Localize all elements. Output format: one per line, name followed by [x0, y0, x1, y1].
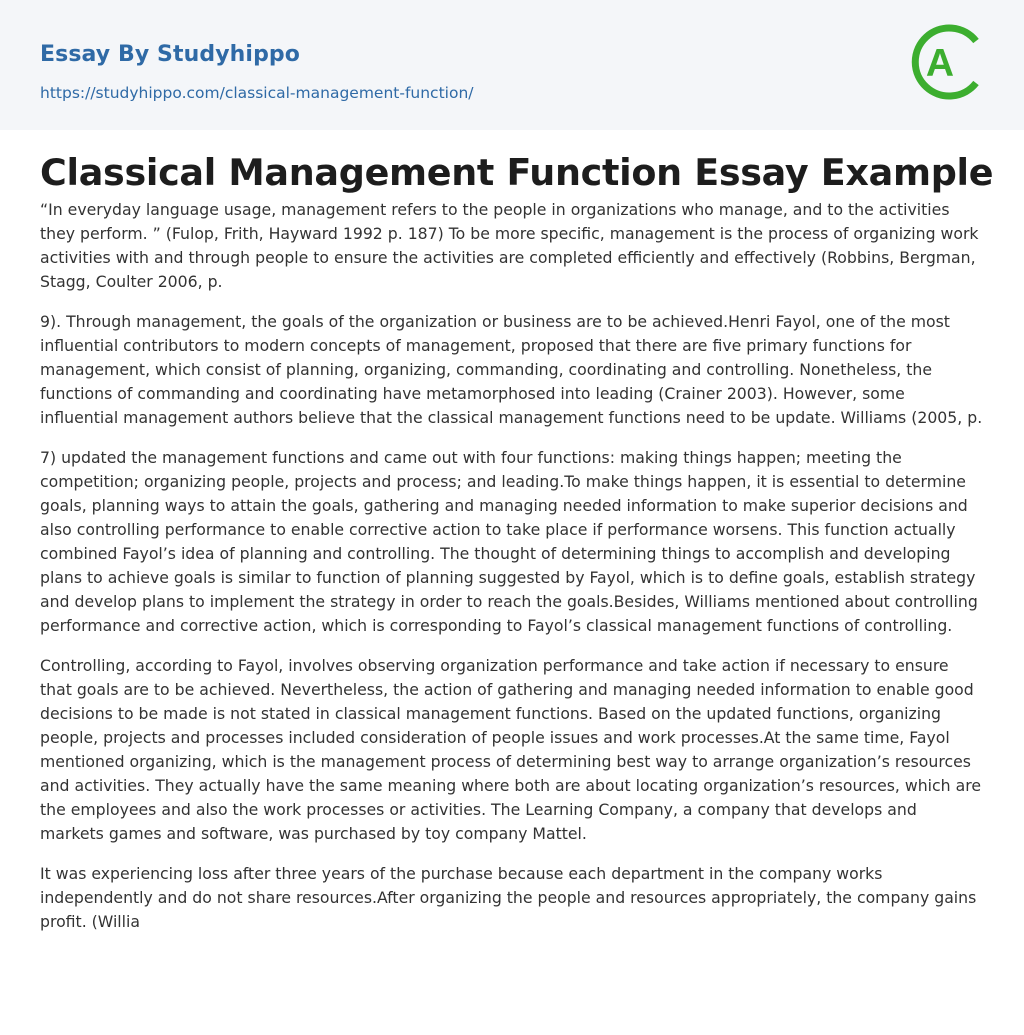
logo-letter: A	[925, 42, 955, 85]
article-paragraph: Controlling, according to Fayol, involves observing organization performance and take action if necessary to ensure that goals are to be achieved. Nevertheless, the action of gathering and managing needed information to enable good decisions to be made is not stated in classical management functions. Based on the updated functions, organizing people, projects and processes included consideration of people issues and work processes.At the same time, Fayol mentioned organizing, which is the management process of determining best way to arrange organization’s resources and activities. They actually have the same meaning where both are about locating organization’s resources, which are the employees and also the work processes or activities. The Learning Company, a company that develops and markets games and software, was purchased by toy company Mattel.	[40, 656, 981, 843]
article-paragraph: It was experiencing loss after three years of the purchase because each department in the company works independently and do not share resources.After organizing the people and resources appropriately, the company gains profit. (Willia	[40, 864, 977, 931]
site-header	[0, 0, 1024, 130]
studyhippo-logo-icon[interactable]	[910, 18, 988, 106]
source-url-link[interactable]: https://studyhippo.com/classical-management-function/	[40, 84, 474, 102]
article-paragraph: 7) updated the management functions and came out with four functions: making things happen; meeting the competition; organizing people, projects and process; and leading.To make things happen, it is essential to determine goals, planning ways to attain the goals, gathering and managing needed information to make superior decisions and also controlling performance to enable corrective action to take place if performance worsens. This function actually combined Fayol’s idea of planning and controlling. The thought of determining things to accomplish and developing plans to achieve goals is similar to function of planning suggested by Fayol, which is to define goals, establish strategy and develop plans to implement the strategy in order to reach the goals.Besides, Williams mentioned about controlling performance and corrective action, which is corresponding to Fayol’s classical management functions of controlling.	[40, 448, 978, 635]
article-paragraph: “In everyday language usage, management refers to the people in organizations who manage, and to the activities they perform. ” (Fulop, Frith, Hayward 1992 p. 187) To be more specific, management is the process of organizing work activities with and through people to ensure the activities are completed efficiently and effectively (Robbins, Bergman, Stagg, Coulter 2006, p.	[40, 200, 979, 291]
article-title: Classical Management Function Essay Example	[40, 151, 994, 194]
article-paragraph: 9). Through management, the goals of the organization or business are to be achieved.Henri Fayol, one of the most influential contributors to modern concepts of management, proposed that there are five primary functions for management, which consist of planning, organizing, commanding, coordinating and controlling. Nonetheless, the functions of commanding and coordinating have metamorphosed into leading (Crainer 2003). However, some influential management authors believe that the classical management functions need to be update. Williams (2005, p.	[40, 312, 983, 427]
article-body	[0, 152, 1024, 934]
site-brand[interactable]: Essay By Studyhippo	[40, 42, 300, 67]
